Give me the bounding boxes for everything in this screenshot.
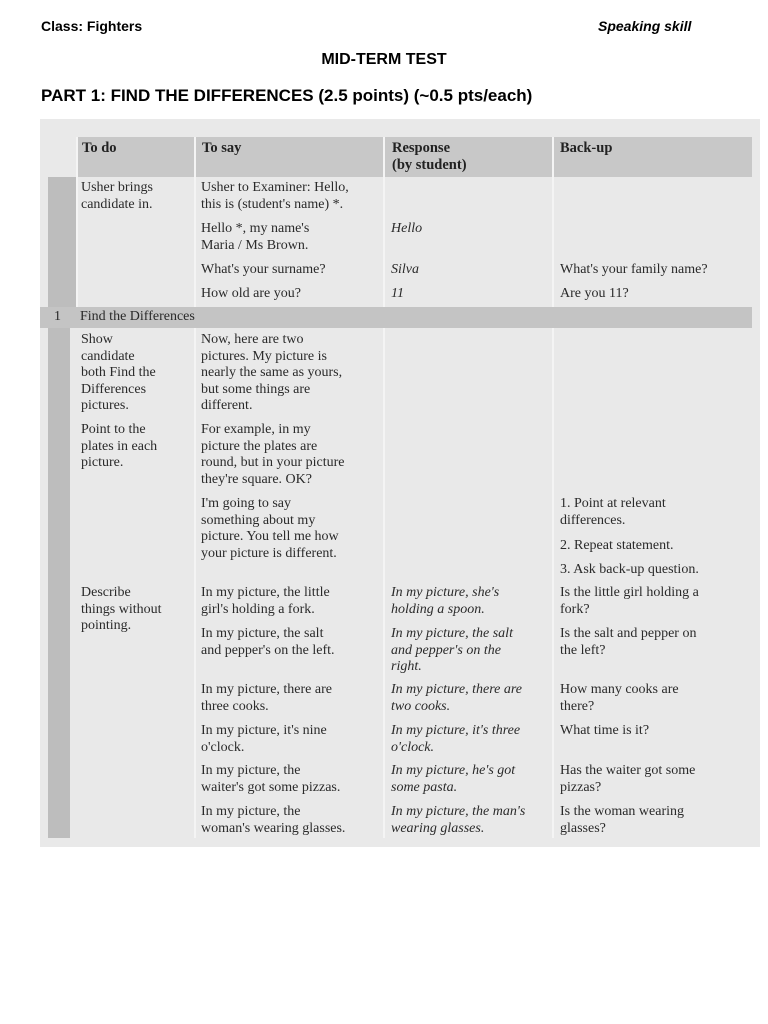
intro-say-1: Usher to Examiner: Hello, this is (student's name) *.: [201, 180, 349, 212]
table-row-response: In my picture, she's holding a spoon.: [391, 585, 500, 617]
intro-backup-3: What's your family name?: [560, 262, 708, 277]
part-title: PART 1: FIND THE DIFFERENCES (2.5 points) (~0.5 pts/each): [41, 86, 533, 105]
find-say-2: For example, in my picture the plates are round, but in your picture they're square. OK?: [201, 422, 345, 487]
find-say-3: I'm going to say something about my picture. You tell me how your picture is different.: [201, 496, 339, 561]
find-backup-c: 3. Ask back-up question.: [560, 562, 699, 577]
table-row-backup: Is the salt and pepper on the left?: [560, 626, 697, 658]
column-divider: [194, 328, 196, 838]
find-to-do-1: Show candidate both Find the Differences pictures.: [81, 332, 156, 413]
table-row-backup: Is the woman wearing glasses?: [560, 804, 685, 836]
test-title: MID-TERM TEST: [321, 51, 447, 68]
section-number: 1: [54, 309, 61, 324]
table-row-response: In my picture, the man's wearing glasses.: [391, 804, 526, 836]
table-row-say: In my picture, it's nine o'clock.: [201, 723, 327, 755]
column-divider: [552, 137, 554, 307]
table-row-backup: What time is it?: [560, 723, 650, 738]
left-stripe-intro: [48, 177, 76, 307]
find-to-do-2: Point to the plates in each picture.: [81, 422, 158, 470]
find-backup-b: 2. Repeat statement.: [560, 538, 674, 553]
intro-backup-4: Are you 11?: [560, 286, 629, 301]
table-row-backup: Is the little girl holding a fork?: [560, 585, 699, 617]
find-backup-a: 1. Point at relevant differences.: [560, 496, 666, 528]
table-row-response: In my picture, he's got some pasta.: [391, 763, 516, 795]
scanned-table: [40, 119, 760, 847]
find-to-do-3: Describe things without pointing.: [81, 585, 162, 633]
section-title: Find the Differences: [80, 309, 195, 324]
column-divider: [76, 137, 78, 307]
table-row-say: In my picture, the little girl's holding a fork.: [201, 585, 330, 617]
intro-say-2: Hello *, my name's Maria / Ms Brown.: [201, 221, 310, 253]
table-row-response: In my picture, the salt and pepper's on the right.: [391, 626, 513, 674]
column-divider: [383, 328, 385, 838]
skill-label: Speaking skill: [598, 18, 692, 34]
table-row-backup: Has the waiter got some pizzas?: [560, 763, 696, 795]
find-say-1: Now, here are two pictures. My picture is nearly the same as yours, but some things are different.: [201, 332, 343, 413]
intro-say-4: How old are you?: [201, 286, 301, 301]
table-row-response: In my picture, it's three o'clock.: [391, 723, 521, 755]
intro-response-2: Hello: [391, 221, 423, 236]
intro-response-3: Silva: [391, 262, 419, 277]
column-header-to-say: To say: [202, 140, 242, 156]
column-divider: [552, 328, 554, 838]
column-header-backup: Back-up: [560, 140, 613, 156]
left-stripe-section: [48, 328, 70, 838]
table-row-say: In my picture, the salt and pepper's on the left.: [201, 626, 335, 658]
column-header-response: Response (by student): [392, 140, 467, 173]
table-row-say: In my picture, there are three cooks.: [201, 682, 332, 714]
intro-response-4: 11: [391, 286, 404, 301]
table-row-say: In my picture, the woman's wearing glasses.: [201, 804, 346, 836]
column-divider: [383, 137, 385, 307]
table-row-backup: How many cooks are there?: [560, 682, 679, 714]
class-label: Class: Fighters: [41, 18, 143, 34]
table-row-say: In my picture, the waiter's got some pizzas.: [201, 763, 341, 795]
intro-say-3: What's your surname?: [201, 262, 326, 277]
table-row-response: In my picture, there are two cooks.: [391, 682, 523, 714]
intro-to-do: Usher brings candidate in.: [81, 180, 153, 212]
column-header-to-do: To do: [82, 140, 117, 156]
column-divider: [194, 137, 196, 307]
